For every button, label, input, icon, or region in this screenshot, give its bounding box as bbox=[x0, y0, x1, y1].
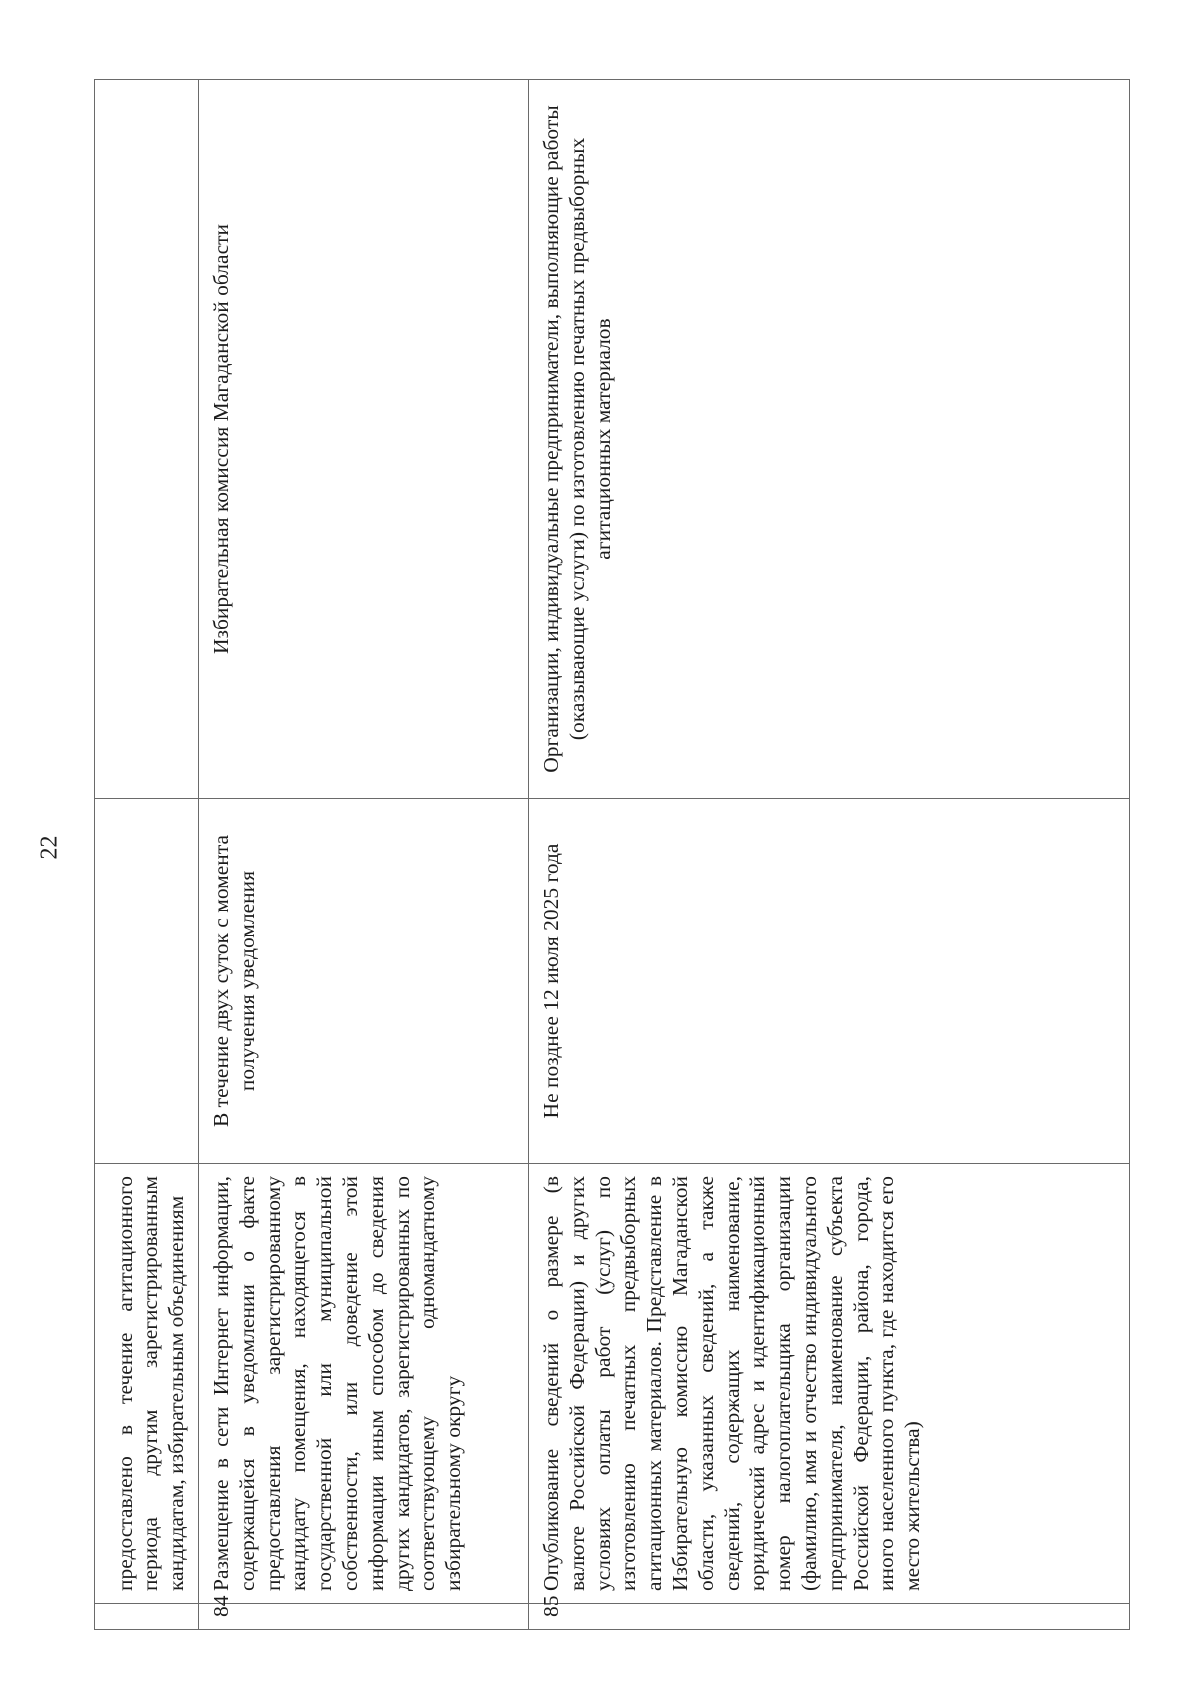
schedule-table bbox=[94, 79, 1130, 1630]
executor: Организации, индивидуальные предприниматели, выполняющие работы (оказывающие услуги) по изготовлению печатных предвыборных агитационных материалов bbox=[529, 80, 1130, 799]
executor bbox=[95, 80, 199, 799]
event-description: предоставлено в течение агитационного периода другим зарегистрированным кандидатам, избирательным объединениям bbox=[95, 1164, 199, 1604]
event-description: Опубликование сведений о размере (в валюте Российской Федерации) и других условиях оплаты работ (услуг) по изготовлению печатных предвыборных агитационных материалов. Представление в Избирательную комиссию Магаданской области, указанных сведений, а также сведений, содержащих наименование, юридический адрес и идентификационный номер налогоплательщика организации (фамилию, имя и отчество индивидуального предпринимателя, наименование субъекта Российской Федерации, района, города, иного населенного пункта, где находится его место жительства) bbox=[529, 1164, 1130, 1604]
table-row bbox=[199, 80, 529, 1630]
event-description: Размещение в сети Интернет информации, содержащейся в уведомлении о факте предоставления зарегистрированному кандидату помещения, находящегося в государственной или муниципальной собственности, или доведение этой информации иным способом до сведения других кандидатов, зарегистрированных по соответствующему одномандатному избирательному округу bbox=[199, 1164, 529, 1604]
deadline: Не позднее 12 июля 2025 года bbox=[529, 799, 1130, 1164]
deadline bbox=[95, 799, 199, 1164]
table-row bbox=[529, 80, 1130, 1630]
page-number: 22 bbox=[36, 835, 63, 860]
deadline: В течение двух суток с момента получения уведомления bbox=[199, 799, 529, 1164]
row-number: 84 bbox=[199, 1604, 529, 1630]
row-number bbox=[95, 1604, 199, 1630]
executor: Избирательная комиссия Магаданской области bbox=[199, 80, 529, 799]
row-number: 85 bbox=[529, 1604, 1130, 1630]
table-row bbox=[95, 80, 199, 1630]
rotated-sheet bbox=[94, 80, 1129, 1630]
